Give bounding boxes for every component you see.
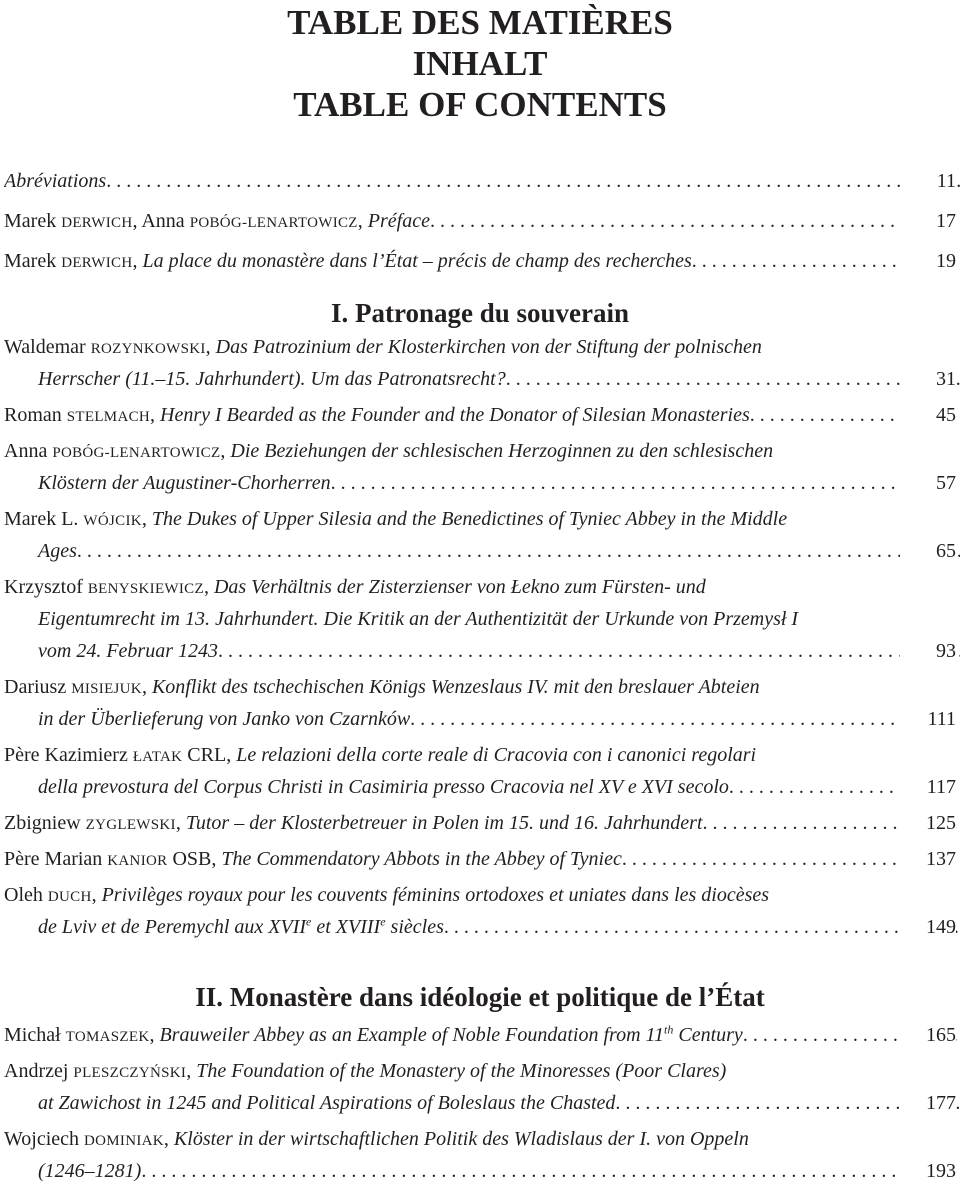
entry-title: Préface [367, 210, 430, 232]
toc-entry[interactable] [0, 571, 960, 667]
author-first: Père Kazimierz [4, 744, 133, 766]
toc-entry-abreviations[interactable] [0, 165, 960, 197]
entry-title: Konflikt des tschechischen Königs Wenzeslaus IV. mit den breslauer Abteien [151, 676, 760, 698]
toc-entry[interactable] [0, 331, 960, 395]
entry-title: Tutor – der Klosterbetreuer in Polen im 15. und 16. Jahrhundert [185, 812, 703, 834]
toc-entry[interactable] [0, 399, 960, 431]
author-last: STELMACH [66, 409, 151, 425]
entry-title: The Foundation of the Monastery of the Minoresses (Poor Clares) [196, 1060, 727, 1082]
page-number: 11 [900, 165, 956, 197]
entry-title: Le relazioni della corte reale di Cracovia con i canonici regolari [236, 744, 757, 766]
toc-entry[interactable] [0, 1123, 960, 1187]
author-first: Waldemar [4, 336, 91, 358]
entry-title-cont: at Zawichost in 1245 and Political Aspirations of Boleslaus the Chasted [38, 1092, 616, 1114]
entry-title-part: et XVIII [311, 916, 381, 938]
entry-title: La place du monastère dans l’État – précis de champ des recherches [142, 250, 692, 272]
toc-entry-preface[interactable] [0, 205, 960, 237]
author-first: Krzysztof [4, 576, 88, 598]
page-number: 125 [900, 807, 956, 839]
entry-title: Klöster in der wirtschaftlichen Politik des Wladislaus der I. von Oppeln [173, 1128, 749, 1150]
toc-entry-place-du-monastere[interactable] [0, 245, 960, 277]
page-number: 165 [900, 1019, 956, 1051]
author2-last: POBÓG-LENARTOWICZ [189, 215, 358, 231]
entry-title-cont: della prevostura del Corpus Christi in Casimiria presso Cracovia nel XV e XVI secolo [38, 776, 729, 798]
author-last: WÓJCIK [83, 513, 142, 529]
section-title-ideologie: II. Monastère dans idéologie et politique de l’État [195, 982, 765, 1012]
entry-title-cont: Eigentumrecht im 13. Jahrhundert. Die Kritik an der Authentizität der Urkunde von Przemysł I [38, 608, 799, 630]
toc-entry[interactable] [0, 435, 960, 499]
author-last: ROZYNKOWSKI [90, 341, 206, 357]
toc-entry[interactable] [0, 739, 960, 803]
entry-title: The Commendatory Abbots in the Abbey of Tyniec [221, 848, 622, 870]
entry-title-cont: vom 24. Februar 1243 [38, 640, 218, 662]
superscript: e [306, 914, 312, 929]
toc-entry[interactable] [0, 1055, 960, 1119]
author-suffix: OSB [167, 848, 212, 870]
entry-title: The Dukes of Upper Silesia and the Benedictines of Tyniec Abbey in the Middle [151, 508, 788, 530]
entry-title: Das Verhältnis der Zisterzienser von Łekno zum Fürsten- und [213, 576, 706, 598]
page-number: 17 [900, 205, 956, 237]
author-last: DERWICH [61, 255, 133, 271]
toc-entry[interactable] [0, 671, 960, 735]
entry-title-part: Century [673, 1024, 743, 1046]
author-first: Roman [4, 404, 67, 426]
superscript: th [664, 1022, 674, 1037]
entry-title-part: de Lviv et de Peremychl aux XVII [38, 916, 307, 938]
author-last: ZYGLEWSKI [85, 817, 176, 833]
separator: , [150, 404, 161, 426]
author-last: DERWICH [61, 215, 133, 231]
entry-title: Privilèges royaux pour les couvents féminins ortodoxes et uniates dans les diocèses [101, 884, 770, 906]
page-number: 19 [900, 245, 956, 277]
page-number: 149 [900, 911, 956, 943]
author-first: Dariusz [4, 676, 72, 698]
entry-title-part: siècles [385, 916, 444, 938]
author-separator: , Anna [132, 210, 190, 232]
page-number: 57 [900, 467, 956, 499]
page-number: 65 [900, 535, 956, 567]
toc-entry[interactable] [0, 1019, 960, 1051]
page-number: 31 [900, 363, 956, 395]
page-number: 111 [900, 703, 956, 735]
toc-entry[interactable] [0, 879, 960, 943]
page-number: 193 [900, 1155, 956, 1187]
separator: , [186, 1060, 197, 1082]
entry-title: Henry I Bearded as the Founder and the Donator of Silesian Monasteries [160, 404, 750, 426]
entry-title: Abréviations [4, 170, 107, 192]
author-first: Michał [4, 1024, 66, 1046]
author-last: MISIEJUK [71, 681, 142, 697]
author-last: DUCH [47, 889, 92, 905]
author-first: Oleh [4, 884, 48, 906]
author-suffix: CRL [182, 744, 227, 766]
author-last: DOMINIAK [84, 1133, 164, 1149]
separator: , [175, 812, 186, 834]
entry-title [159, 1024, 742, 1046]
separator: , [220, 440, 231, 462]
author-last: POBÓG-LENARTOWICZ [52, 445, 221, 461]
separator: , [226, 744, 237, 766]
page-number: 93 [900, 635, 956, 667]
author-first: Marek L. [4, 508, 84, 530]
author-last: KANIOR [107, 853, 168, 869]
entry-title-cont: Klöstern der Augustiner-Chorherren [38, 472, 331, 494]
toc-entry[interactable] [0, 807, 960, 839]
separator: , [132, 250, 143, 272]
title-block [0, 0, 960, 125]
author-first: Anna [4, 440, 53, 462]
entry-title-cont: Ages [38, 540, 77, 562]
separator: , [163, 1128, 174, 1150]
toc-entry[interactable] [0, 843, 960, 875]
author-first: Wojciech [4, 1128, 85, 1150]
author-last: PLESZCZYŃSKI [73, 1065, 187, 1081]
separator: , [211, 848, 222, 870]
author-first: Andrzej [4, 1060, 74, 1082]
page-number: 45 [900, 399, 956, 431]
entry-title-part: Brauweiler Abbey as an Example of Noble Foundation from 11 [159, 1024, 665, 1046]
title-german: INHALT [412, 44, 548, 83]
page-number: 117 [900, 771, 956, 803]
entry-title-cont: (1246–1281) [38, 1160, 142, 1182]
separator: , [141, 676, 152, 698]
separator: , [203, 576, 214, 598]
superscript: e [380, 914, 386, 929]
entry-title-cont [38, 916, 444, 938]
page-number: 137 [900, 843, 956, 875]
author-last: BENYSKIEWICZ [87, 581, 204, 597]
section-title-patronage: I. Patronage du souverain [330, 298, 630, 328]
page-number: 177 [900, 1087, 956, 1119]
author-first: Marek [4, 250, 62, 272]
separator: , [141, 508, 152, 530]
separator: , [357, 210, 368, 232]
title-french: TABLE DES MATIÈRES [287, 3, 673, 42]
title-english: TABLE OF CONTENTS [293, 85, 667, 124]
author-last: TOMASZEK [65, 1029, 150, 1045]
entry-title: Das Patrozinium der Klosterkirchen von der Stiftung der polnischen [215, 336, 762, 358]
author-last: ŁATAK [132, 749, 183, 765]
entry-title-cont: Herrscher (11.–15. Jahrhundert). Um das Patronatsrecht? [38, 368, 506, 390]
toc-entry[interactable] [0, 503, 960, 567]
separator: , [205, 336, 216, 358]
entry-title-cont: in der Überlieferung von Janko von Czarnków [38, 708, 411, 730]
author-first: Zbigniew [4, 812, 86, 834]
separator: , [149, 1024, 160, 1046]
entry-title: Die Beziehungen der schlesischen Herzoginnen zu den schlesischen [230, 440, 774, 462]
author-first: Père Marian [4, 848, 108, 870]
separator: , [91, 884, 102, 906]
author-first: Marek [4, 210, 62, 232]
